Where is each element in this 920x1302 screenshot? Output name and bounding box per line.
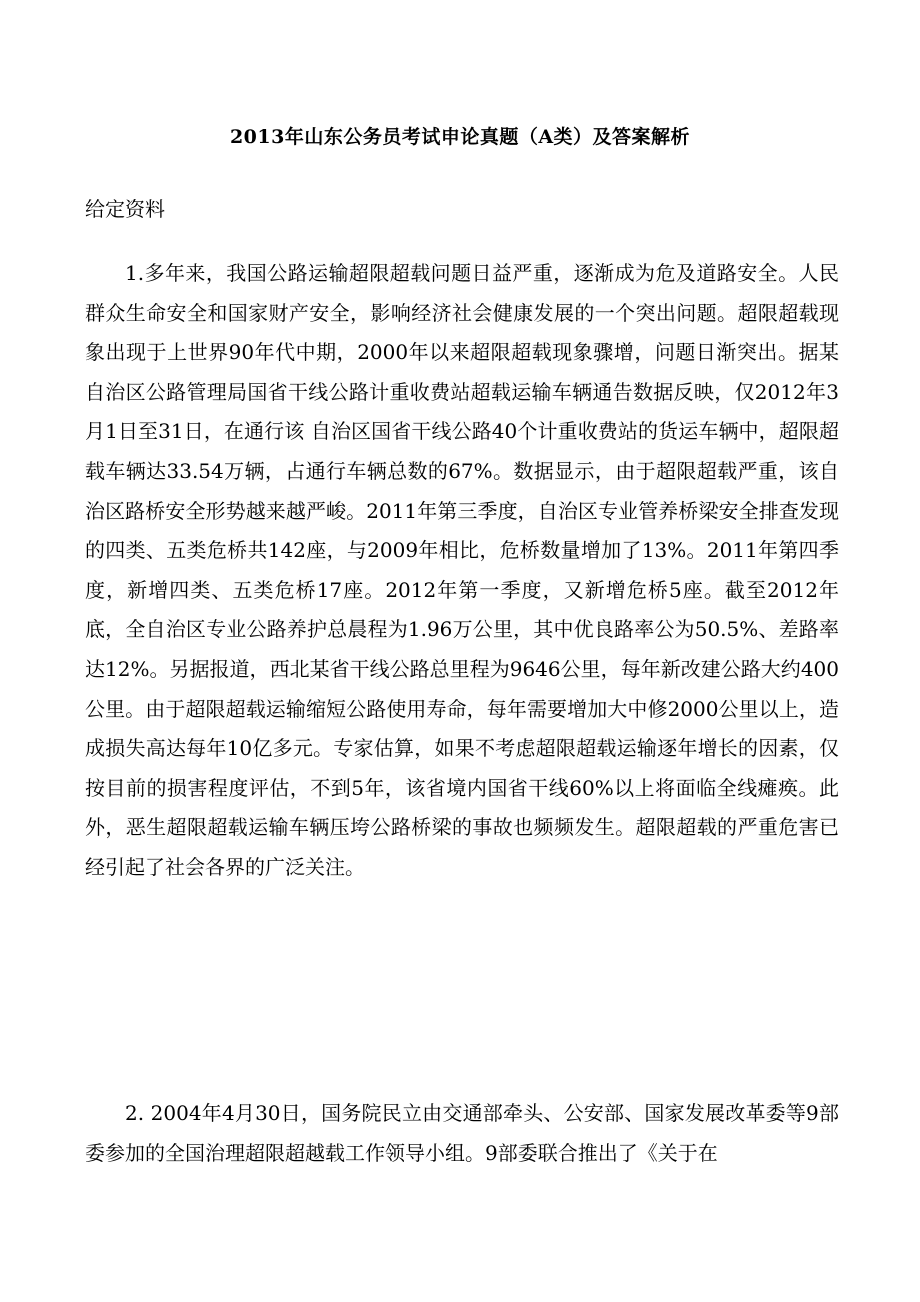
document-title: 2013年山东公务员考试申论真题（A类）及答案解析 [229, 126, 691, 148]
paragraph-2: 2. 2004年4月30日，国务院民立由交通部牵头、公安部、国家发展改革委等9部委参加的全国治理超限超越载工作领导小组。9部委联合推出了《关于在 [85, 1101, 839, 1165]
paragraph-1: 1.多年来，我国公路运输超限超载问题日益严重，逐渐成为危及道路安全。人民群众生命安全和国家财产安全，影响经济社会健康发展的一个突出问题。超限超载现象出现于上世界90年代中期，2000年以来超限超载现象骤增，问题日渐突出。据某自治区公路管理局国省干线公路计重收费站超载运输车辆通告数据反映，仅2012年3月1日至31日，在通行该 自治区国省干线公路40个计重收费站的货运车辆中，超限超载车辆达33.54万辆，占通行车辆总数的67%。数据显示，由于超限超载严重，该自治区路桥安全形势越来越严峻。2011年第三季度，自治区专业管养桥梁安全排查发现的四类、五类危桥共142座，与2009年相比，危桥数量增加了13%。2011年第四季度，新增四类、五类危桥17座。2012年第一季度，又新增危桥5座。截至2012年底，全自治区专业公路养护总晨程为1.96万公里，其中优良路率公为50.5%、差路率达12%。另据报道，西北某省干线公路总里程为9646公里，每年新改建公路大约400公里。由于超限超载运输缩短公路使用寿命，每年需要增加大中修2000公里以上，造成损失高达每年10亿多元。专家估算，如果不考虑超限超载运输逐年增长的因素，仅按目前的损害程度评估，不到5年，该省境内国省干线60%以上将面临全线瘫痪。此外，恶生超限超载运输车辆压垮公路桥梁的事故也频频发生。超限超载的严重危害已经引起了社会各界的广泛关注。 [85, 261, 839, 879]
section-label: 给定资料 [85, 197, 165, 221]
